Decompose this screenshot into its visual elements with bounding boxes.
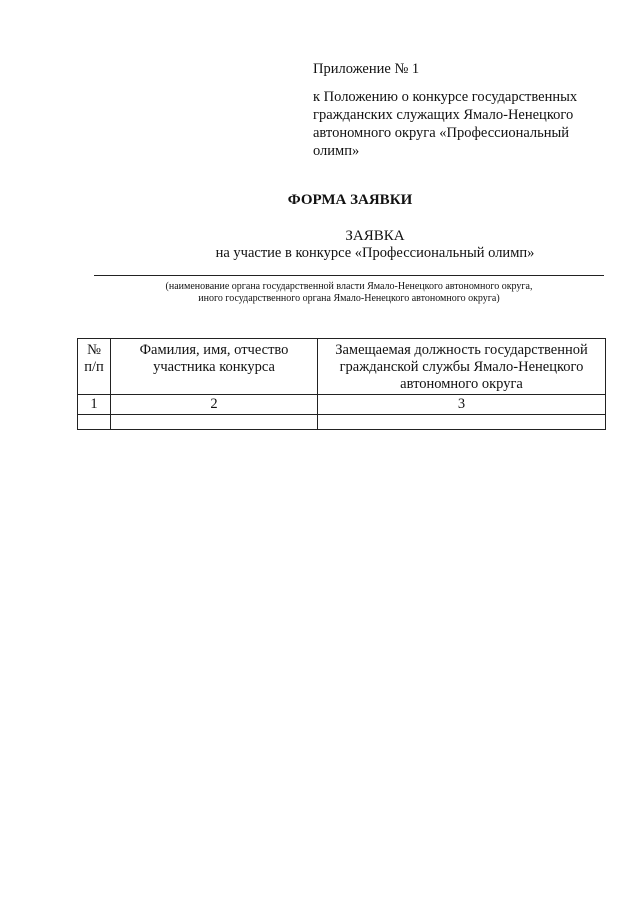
header-number: № п/п [78,339,111,395]
organization-caption [94,281,604,305]
participants-table [77,338,606,430]
table-row [78,415,606,430]
caption-line-1: (наименование органа государственной власти Ямало-Ненецкого автономного округа, [165,281,533,292]
form-title: ФОРМА ЗАЯВКИ [287,192,413,208]
header-position: Замещаемая должность государственной гражданской службы Ямало-Ненецкого автономного округа [318,339,606,395]
blank-cell-number [78,415,111,430]
table-header-row [78,339,606,395]
appendix-reference: к Положению о конкурсе государственных гражданских служащих Ямало-Ненецкого автономного округа «Профессиональный олимп» [313,89,578,159]
appendix-block [313,60,613,160]
numbering-cell-3: 3 [318,395,606,415]
caption-line-2: иного государственного органа Ямало-Ненецкого автономного округа) [198,293,500,304]
organization-name-line [94,275,604,276]
table-numbering-row [78,395,606,415]
application-title: ЗАЯВКА [345,228,405,244]
numbering-cell-1: 1 [78,395,111,415]
blank-cell-position [318,415,606,430]
appendix-number: Приложение № 1 [313,61,420,77]
blank-cell-full-name [111,415,318,430]
numbering-cell-2: 2 [111,395,318,415]
header-full-name: Фамилия, имя, отчество участника конкурса [111,339,318,395]
application-subtitle: на участие в конкурсе «Профессиональный олимп» [215,245,535,261]
